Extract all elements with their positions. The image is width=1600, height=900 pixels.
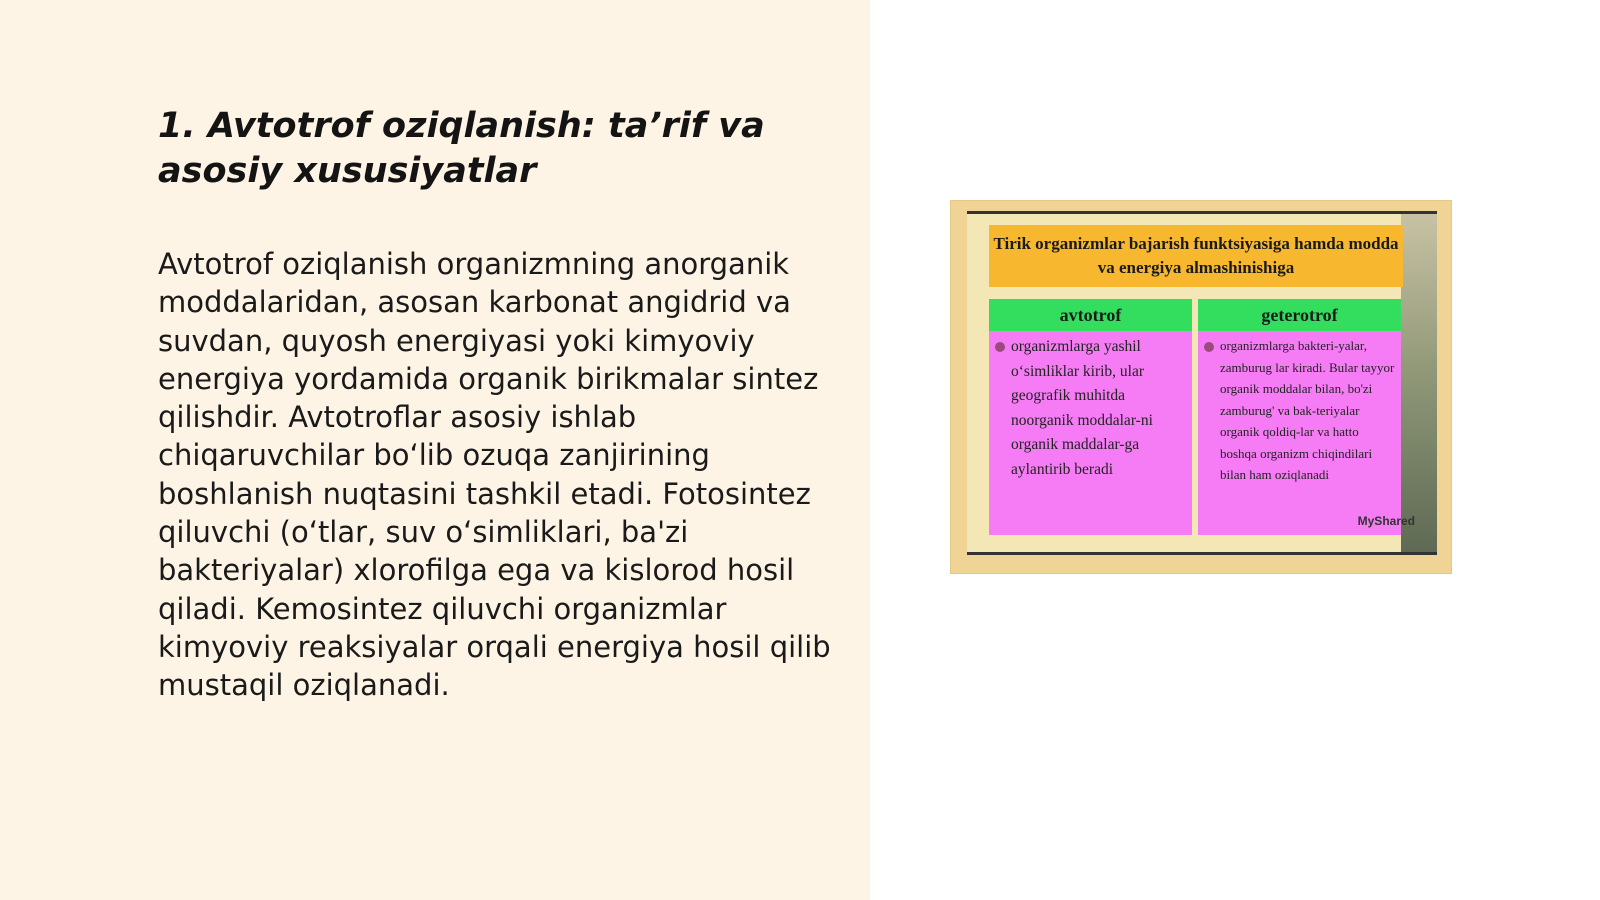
bullet-icon xyxy=(1204,342,1214,352)
autotroph-column xyxy=(989,299,1192,535)
heterotroph-description: organizmlarga bakteri-yalar, zamburug lar kiradi. Bular tayyor organik moddalar bilan, bo'zi zamburug' va bak-teriyalar organik qoldiq-lar va hatto boshqa organizm chiqindilari bilan ham oziqlanadi xyxy=(1220,338,1395,482)
slide-title: 1. Avtotrof oziqlanish: ta’rif va asosiy xususiyatlar xyxy=(158,106,765,191)
autotroph-text xyxy=(989,331,1192,535)
heterotroph-heading: geterotrof xyxy=(1198,299,1401,331)
slide-body-text: Avtotrof oziqlanish organizmning anorganik moddalaridan, asosan karbonat angidrid va suvdan, quyosh energiyasi yoki kimyoviy energiya yordamida organik birikmalar sintez qilishdir. Avtotroflar asosiy ishlab chiqaruvchilar bo‘lib ozuqa zanjirining boshlanish nuqtasini tashkil etadi. Fotosintez qiluvchi (o‘tlar, suv o‘simliklari, ba'zi bakteriyalar) xlorofilga ega va kislorod hosil qiladi. Kemosintez qiluvchi organizmlar kimyoviy reaksiyalar orqali energiya hosil qilib mustaqil oziqlanadi. xyxy=(158,247,831,703)
bullet-icon xyxy=(995,342,1005,352)
classification-picture xyxy=(950,200,1452,574)
heterotroph-text xyxy=(1198,331,1401,535)
picture-header: Tirik organizmlar bajarish funktsiyasiga hamda modda va energiya almashinishiga xyxy=(989,225,1403,287)
picture-board xyxy=(967,211,1437,555)
autotroph-description: organizmlarga yashil o‘simliklar kirib, ular geografik muhitda noorganik moddalar-ni organik maddalar-ga aylantirib beradi xyxy=(1011,338,1153,478)
autotroph-heading: avtotrof xyxy=(989,299,1192,331)
picture-decoration xyxy=(1401,214,1437,552)
picture-caption: MyShared xyxy=(1357,514,1415,528)
heterotroph-column xyxy=(1198,299,1401,535)
